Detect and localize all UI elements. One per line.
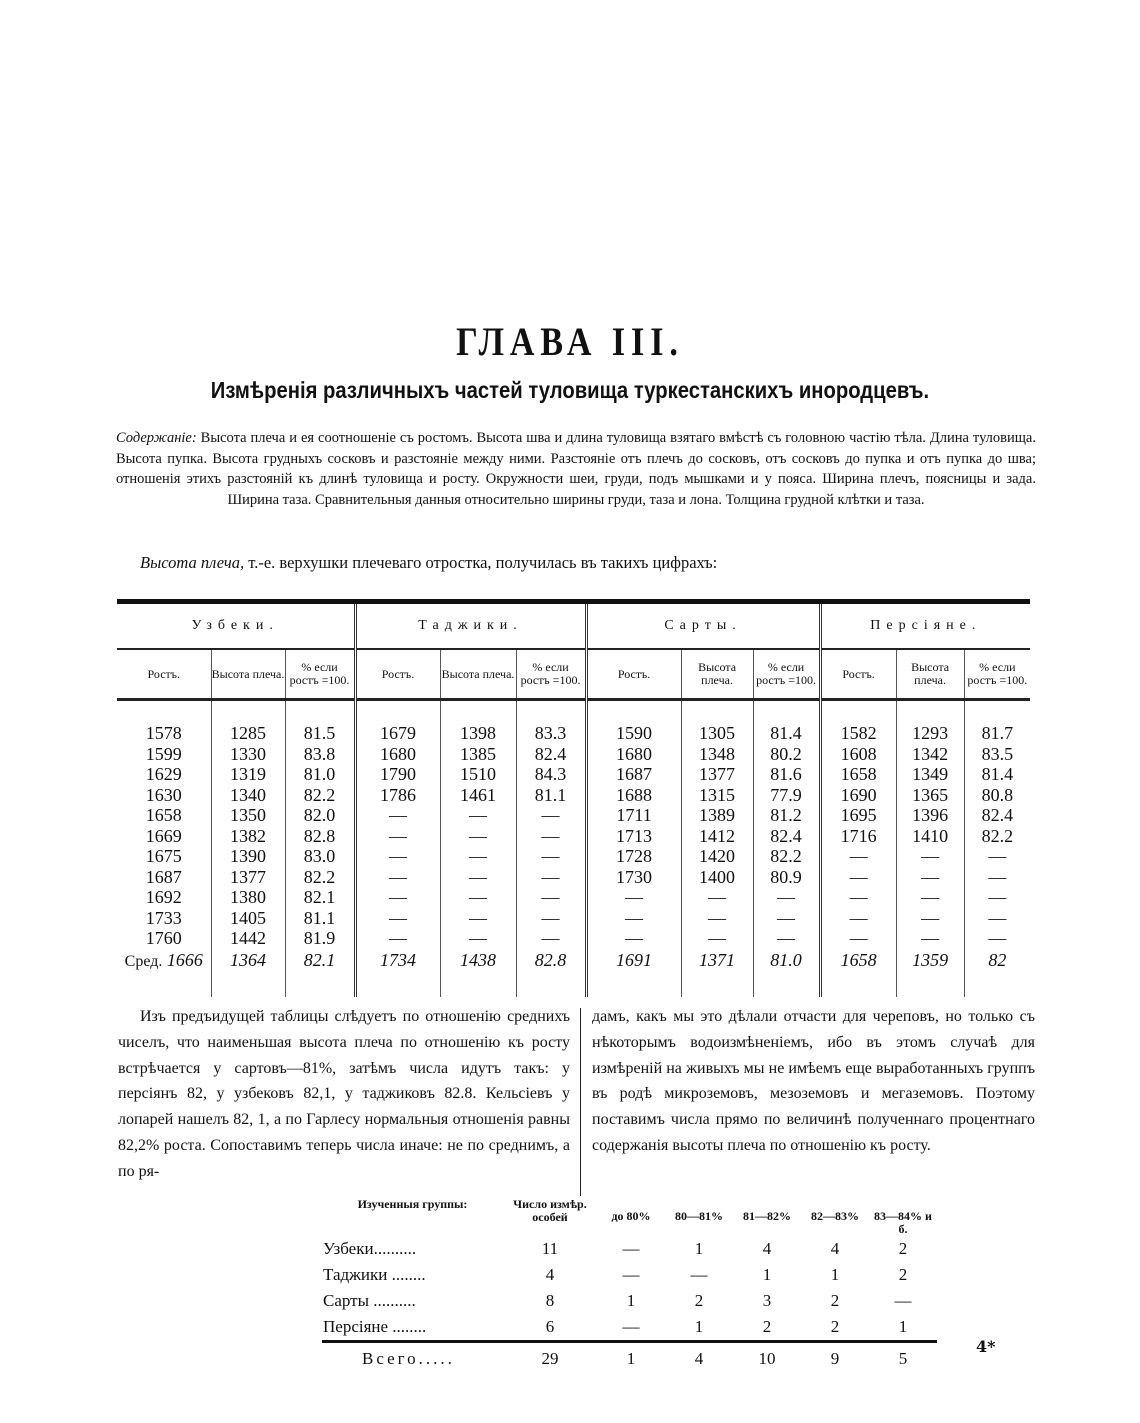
spacer-cell <box>440 700 516 724</box>
group-header: Персіяне. <box>820 602 1030 650</box>
table-cell: 1319 <box>211 764 285 785</box>
average-value: 1658 <box>840 950 877 970</box>
table-cell: 83.3 <box>516 723 586 744</box>
table-cell: 81.0 <box>285 764 355 785</box>
table-cell: 1730 <box>586 867 681 888</box>
dist-cell: 6 <box>545 1317 555 1336</box>
spacer-cell <box>586 973 681 997</box>
table-cell: 1658 <box>820 764 896 785</box>
table-cell: 1688 <box>586 785 681 806</box>
table-row <box>117 908 1030 929</box>
table-cell: 1330 <box>211 744 285 765</box>
table-cell: 1760 <box>145 928 182 948</box>
table-cell: 1389 <box>681 805 753 826</box>
dist-cell: 4 <box>830 1239 840 1258</box>
table-cell: 1382 <box>211 826 285 847</box>
average-value: 1364 <box>230 950 266 970</box>
table-cell: 1410 <box>896 826 964 847</box>
spacer-cell <box>753 973 820 997</box>
table-cell: 1285 <box>211 723 285 744</box>
dist-total-cell: 9 <box>801 1342 869 1376</box>
table-cell: 82.8 <box>285 826 355 847</box>
spacer-cell <box>964 973 1030 997</box>
dist-cell: 2 <box>898 1239 908 1258</box>
spacer-cell <box>355 973 440 997</box>
table-cell: — <box>440 887 516 908</box>
average-value: 1734 <box>380 950 417 970</box>
dist-cell: 2 <box>694 1291 704 1310</box>
table-cell: 1716 <box>820 826 896 847</box>
spacer-cell <box>516 973 586 997</box>
table-cell: 1315 <box>681 785 753 806</box>
table-cell: — <box>820 867 896 888</box>
average-row <box>117 949 1030 973</box>
table-cell: 1342 <box>896 744 964 765</box>
contents-label: Содержаніе: <box>116 430 197 446</box>
table-cell: 1680 <box>586 744 681 765</box>
table-cell: 1305 <box>681 723 753 744</box>
table-cell: 82.2 <box>285 785 355 806</box>
table-cell: 80.2 <box>753 744 820 765</box>
average-value: 1371 <box>699 950 736 970</box>
table-cell: — <box>586 928 681 949</box>
dist-cell: 8 <box>545 1291 555 1310</box>
table-cell: 1396 <box>896 805 964 826</box>
table-cell: — <box>753 908 820 929</box>
table-row <box>117 867 1030 888</box>
average-value: 82 <box>988 950 1007 970</box>
table-cell: 1377 <box>211 867 285 888</box>
average-cell <box>896 949 964 973</box>
table-cell: — <box>964 887 1030 908</box>
table-cell: — <box>516 867 586 888</box>
table-cell: 1582 <box>820 723 896 744</box>
contents-text: Высота плеча и ея соотношеніе съ ростомъ. Высота шва и длина туловища взятаго вмѣстѣ съ головною частію тѣла. Длина туловища. Высота пупка. Высота грудныхъ сосковъ и разстояніе между ними. Разстояніе отъ плечъ до сосковъ, отъ сосковъ до пупка и отъ пупка до шва; отношенія этихъ разстояній къ длинѣ туловища и росту. Окружности шеи, груди, подъ мышками и у пояса. Ширина плечъ, поясницы и зада. Ширина таза. Сравнительныя данныя относительно ширины груди, таза и лона. Толщина грудной клѣтки и таза. <box>116 430 1036 508</box>
table-row <box>117 846 1030 867</box>
column-header: % если ростъ =100. <box>516 649 586 700</box>
average-value: 1691 <box>616 950 653 970</box>
table-cell: 80.9 <box>753 867 820 888</box>
dist-header: 80—81% <box>675 1209 723 1223</box>
average-value: 81.0 <box>770 950 802 970</box>
group-header: Сарты. <box>586 602 820 650</box>
dist-header: 81—82% <box>743 1209 791 1223</box>
spacer-cell <box>586 700 681 724</box>
spacer-cell <box>440 973 516 997</box>
table-cell: 1687 <box>586 764 681 785</box>
table-cell: 1687 <box>145 866 182 887</box>
table-cell: 1790 <box>355 764 440 785</box>
table-cell: 1461 <box>440 785 516 806</box>
table-cell: — <box>516 908 586 929</box>
dist-cell: Таджики ........ <box>323 1265 426 1284</box>
dist-total-cell: 29 <box>503 1342 597 1376</box>
table-cell: 81.9 <box>285 928 355 949</box>
average-cell <box>681 949 753 973</box>
table-cell: — <box>753 928 820 949</box>
average-cell <box>285 949 355 973</box>
dist-cell: 1 <box>830 1265 840 1284</box>
spacer-cell <box>117 973 211 997</box>
table-cell: — <box>820 846 896 867</box>
spacer-cell <box>753 700 820 724</box>
dist-header: 82—83% <box>811 1209 859 1223</box>
text-column-right: дамъ, какъ мы это дѣлали отчасти для череповъ, но только съ нѣкоторымъ водоизмѣненіемъ, ибо въ этомъ случаѣ для измѣреній на живыхъ мы не имѣемъ еще выработанныхъ группъ въ родѣ микроземовъ, мезоземовъ и мегаземовъ. Поэтому поставимъ числа прямо по величинѣ полученнаго процентнаго содержанія высоты плеча по отношенію къ росту. <box>592 1008 1035 1154</box>
average-cell <box>820 949 896 973</box>
table-cell: — <box>681 908 753 929</box>
text-column-left: Изъ предъидущей таблицы слѣдуетъ по отношенію среднихъ чиселъ, что наименьшая высота плеча по отношенію къ росту встрѣчается у сартовъ—81%, затѣмъ числа идутъ такъ: у персіянъ 82, у узбековъ 82,1, у таджиковъ 82.8. Кельсіевъ у лопарей нашелъ 82, 1, а по Гарлесу нормальныя отношенія равны 82,2% роста. Сопоставимъ теперь числа иначе: не по среднимъ, а по ря- <box>118 1008 570 1180</box>
dist-total-cell: Всего..... <box>322 1342 503 1376</box>
dist-cell: 3 <box>762 1291 772 1310</box>
average-cell <box>355 949 440 973</box>
spacer-cell <box>681 973 753 997</box>
spacer-cell <box>211 700 285 724</box>
table-cell: 83.0 <box>285 846 355 867</box>
table-cell: — <box>681 928 753 949</box>
table-cell: — <box>896 867 964 888</box>
table-cell: — <box>440 908 516 929</box>
table-cell: 1711 <box>586 805 681 826</box>
table-cell: 81.7 <box>964 723 1030 744</box>
column-header: Высота плеча. <box>896 649 964 700</box>
table-cell: — <box>820 928 896 949</box>
intro-sentence <box>140 553 717 573</box>
table-cell: 1340 <box>211 785 285 806</box>
dist-total-cell: 4 <box>665 1342 733 1376</box>
dist-cell: 4 <box>545 1265 555 1284</box>
spacer-cell <box>285 700 355 724</box>
table-cell: — <box>820 908 896 929</box>
table-cell: 80.8 <box>964 785 1030 806</box>
table-cell: — <box>355 887 440 908</box>
dist-cell: — <box>622 1317 640 1336</box>
table-cell: 1669 <box>145 825 182 846</box>
table-cell: 81.5 <box>285 723 355 744</box>
table-cell: 1510 <box>440 764 516 785</box>
table-cell: 82.4 <box>753 826 820 847</box>
group-header: Таджики. <box>355 602 586 650</box>
column-header: % если ростъ =100. <box>964 649 1030 700</box>
table-cell: — <box>440 826 516 847</box>
table-cell: 82.4 <box>516 744 586 765</box>
column-header: % если ростъ =100. <box>753 649 820 700</box>
dist-cell: Сарты .......... <box>323 1291 416 1310</box>
dist-cell: 1 <box>762 1265 772 1284</box>
table-cell: 1350 <box>211 805 285 826</box>
table-cell: — <box>896 908 964 929</box>
average-cell <box>211 949 285 973</box>
average-value: 82.1 <box>303 950 336 970</box>
table-cell: — <box>440 805 516 826</box>
table-cell: 1695 <box>820 805 896 826</box>
table-cell: 1728 <box>586 846 681 867</box>
dist-total-cell: 1 <box>597 1342 665 1376</box>
table-cell: 84.3 <box>516 764 586 785</box>
table-cell: — <box>896 846 964 867</box>
table-cell: 1377 <box>681 764 753 785</box>
table-cell: — <box>586 887 681 908</box>
dist-cell: — <box>622 1239 640 1258</box>
page-number: 4* <box>976 1337 996 1356</box>
table-cell: 81.4 <box>753 723 820 744</box>
dist-cell: — <box>622 1265 640 1284</box>
dist-header: Число измѣр. особей <box>513 1197 587 1224</box>
average-value: 82.8 <box>534 950 567 970</box>
column-header: Ростъ. <box>117 649 211 700</box>
spacer-cell <box>211 973 285 997</box>
table-cell: 82.2 <box>964 826 1030 847</box>
table-cell: — <box>440 846 516 867</box>
dist-row <box>322 1314 937 1342</box>
intro-italic: Высота плеча, <box>140 553 245 572</box>
dist-cell: — <box>894 1291 912 1310</box>
column-header: Ростъ. <box>820 649 896 700</box>
table-cell: 1692 <box>145 887 182 907</box>
table-cell: — <box>440 928 516 949</box>
dist-cell: 1 <box>694 1239 704 1258</box>
table-cell: — <box>586 908 681 929</box>
table-cell: 1590 <box>586 723 681 744</box>
table-cell: 1365 <box>896 785 964 806</box>
table-cell: 81.6 <box>753 764 820 785</box>
dist-cell: 2 <box>830 1317 840 1336</box>
dist-header: 83—84% и б. <box>874 1209 932 1236</box>
chapter-title: ГЛАВА III. <box>456 319 684 364</box>
dist-total-cell: 5 <box>869 1342 937 1376</box>
table-cell: 82.0 <box>285 805 355 826</box>
dist-row <box>322 1262 937 1288</box>
column-header: Высота плеча. <box>440 649 516 700</box>
average-cell <box>586 949 681 973</box>
table-cell: 1412 <box>681 826 753 847</box>
table-cell: 1293 <box>896 723 964 744</box>
dist-cell: 1 <box>694 1317 704 1336</box>
average-value: 1666 <box>166 950 203 970</box>
table-row <box>117 785 1030 806</box>
table-cell: 1390 <box>211 846 285 867</box>
table-row <box>117 723 1030 744</box>
dist-header: до 80% <box>611 1209 651 1223</box>
table-row <box>117 826 1030 847</box>
dist-cell: 2 <box>898 1265 908 1284</box>
table-row <box>117 887 1030 908</box>
dist-cell: 2 <box>830 1291 840 1310</box>
dist-total-cell: 10 <box>733 1342 801 1376</box>
table-cell: — <box>355 846 440 867</box>
group-header: Узбеки. <box>117 602 355 650</box>
table-cell: — <box>964 867 1030 888</box>
table-cell: 81.4 <box>964 764 1030 785</box>
average-value: 1438 <box>460 950 497 970</box>
table-cell: 1400 <box>681 867 753 888</box>
spacer-cell <box>964 700 1030 724</box>
table-cell: — <box>681 887 753 908</box>
average-value: 1359 <box>912 950 949 970</box>
dist-total-row <box>322 1342 937 1376</box>
table-cell: — <box>896 928 964 949</box>
table-cell: 1578 <box>145 723 182 743</box>
table-cell: 81.1 <box>516 785 586 806</box>
table-cell: 82.2 <box>285 867 355 888</box>
table-cell: — <box>964 908 1030 929</box>
dist-cell: 1 <box>626 1291 636 1310</box>
table-cell: 82.4 <box>964 805 1030 826</box>
table-cell: 83.8 <box>285 744 355 765</box>
table-cell: 1675 <box>145 846 182 866</box>
table-cell: — <box>753 887 820 908</box>
table-cell: — <box>355 826 440 847</box>
column-header: Высота плеча. <box>211 649 285 700</box>
table-cell: 1599 <box>145 743 182 764</box>
table-cell: — <box>440 867 516 888</box>
table-row <box>117 928 1030 949</box>
average-cell <box>440 949 516 973</box>
average-cell <box>964 949 1030 973</box>
dist-cell: 4 <box>762 1239 772 1258</box>
table-cell: — <box>516 928 586 949</box>
table-cell: 1713 <box>586 826 681 847</box>
dist-cell: Персіяне ........ <box>323 1317 427 1336</box>
intro-text: т.-е. верхушки плечеваго отростка, получилась въ такихъ цифрахъ: <box>244 553 718 572</box>
distribution-table <box>322 1198 937 1375</box>
table-cell: — <box>355 805 440 826</box>
table-cell: — <box>516 887 586 908</box>
average-label: Сред. <box>124 953 163 970</box>
table-row <box>117 744 1030 765</box>
spacer-cell <box>355 700 440 724</box>
table-cell: 1380 <box>211 887 285 908</box>
column-header: Высота плеча. <box>681 649 753 700</box>
table-cell: 81.2 <box>753 805 820 826</box>
dist-cell: 2 <box>762 1317 772 1336</box>
table-cell: — <box>355 908 440 929</box>
average-cell <box>516 949 586 973</box>
spacer-row <box>117 700 1030 724</box>
table-cell: 1679 <box>355 723 440 744</box>
spacer-cell <box>117 700 211 724</box>
table-cell: — <box>820 887 896 908</box>
spacer-row <box>117 973 1030 997</box>
column-header: % если ростъ =100. <box>285 649 355 700</box>
average-cell <box>117 949 211 973</box>
table-cell: 1690 <box>820 785 896 806</box>
table-cell: — <box>516 846 586 867</box>
table-cell: 1385 <box>440 744 516 765</box>
chapter-subtitle: Измѣренія различныхъ частей туловища туркестанскихъ инородцевъ. <box>210 377 930 403</box>
dist-cell: — <box>690 1265 708 1284</box>
chapter-contents <box>116 428 1036 510</box>
table-cell: 1658 <box>145 805 182 825</box>
average-cell <box>753 949 820 973</box>
table-cell: 1608 <box>820 744 896 765</box>
table-cell: 1349 <box>896 764 964 785</box>
table-cell: 82.1 <box>285 887 355 908</box>
column-header: Ростъ. <box>586 649 681 700</box>
table-cell: 1733 <box>145 907 182 928</box>
table-row <box>117 764 1030 785</box>
table-cell: — <box>896 887 964 908</box>
dist-cell: 1 <box>898 1317 908 1336</box>
shoulder-height-table <box>117 599 1030 997</box>
table-cell: — <box>964 928 1030 949</box>
spacer-cell <box>820 973 896 997</box>
table-cell: 81.1 <box>285 908 355 929</box>
dist-cell: Узбеки.......... <box>323 1239 417 1258</box>
dist-row <box>322 1288 937 1314</box>
spacer-cell <box>681 700 753 724</box>
table-cell: 1629 <box>145 764 182 784</box>
table-cell: — <box>516 805 586 826</box>
table-cell: — <box>355 867 440 888</box>
spacer-cell <box>820 700 896 724</box>
dist-row <box>322 1236 937 1262</box>
column-header: Ростъ. <box>355 649 440 700</box>
spacer-cell <box>896 700 964 724</box>
table-cell: 1442 <box>211 928 285 949</box>
table-cell: 83.5 <box>964 744 1030 765</box>
spacer-cell <box>285 973 355 997</box>
table-cell: — <box>964 846 1030 867</box>
table-cell: 1680 <box>355 744 440 765</box>
table-cell: 1405 <box>211 908 285 929</box>
table-cell: 1398 <box>440 723 516 744</box>
dist-header: Изученныя группы: <box>357 1197 468 1211</box>
table-cell: 82.2 <box>753 846 820 867</box>
spacer-cell <box>896 973 964 997</box>
table-row <box>117 805 1030 826</box>
column-divider <box>580 1008 581 1196</box>
dist-cell: 11 <box>541 1239 559 1258</box>
table-cell: 1786 <box>355 785 440 806</box>
table-cell: 1630 <box>145 784 182 805</box>
table-cell: 1348 <box>681 744 753 765</box>
table-cell: — <box>355 928 440 949</box>
spacer-cell <box>516 700 586 724</box>
table-cell: 77.9 <box>753 785 820 806</box>
table-cell: 1420 <box>681 846 753 867</box>
table-cell: — <box>516 826 586 847</box>
